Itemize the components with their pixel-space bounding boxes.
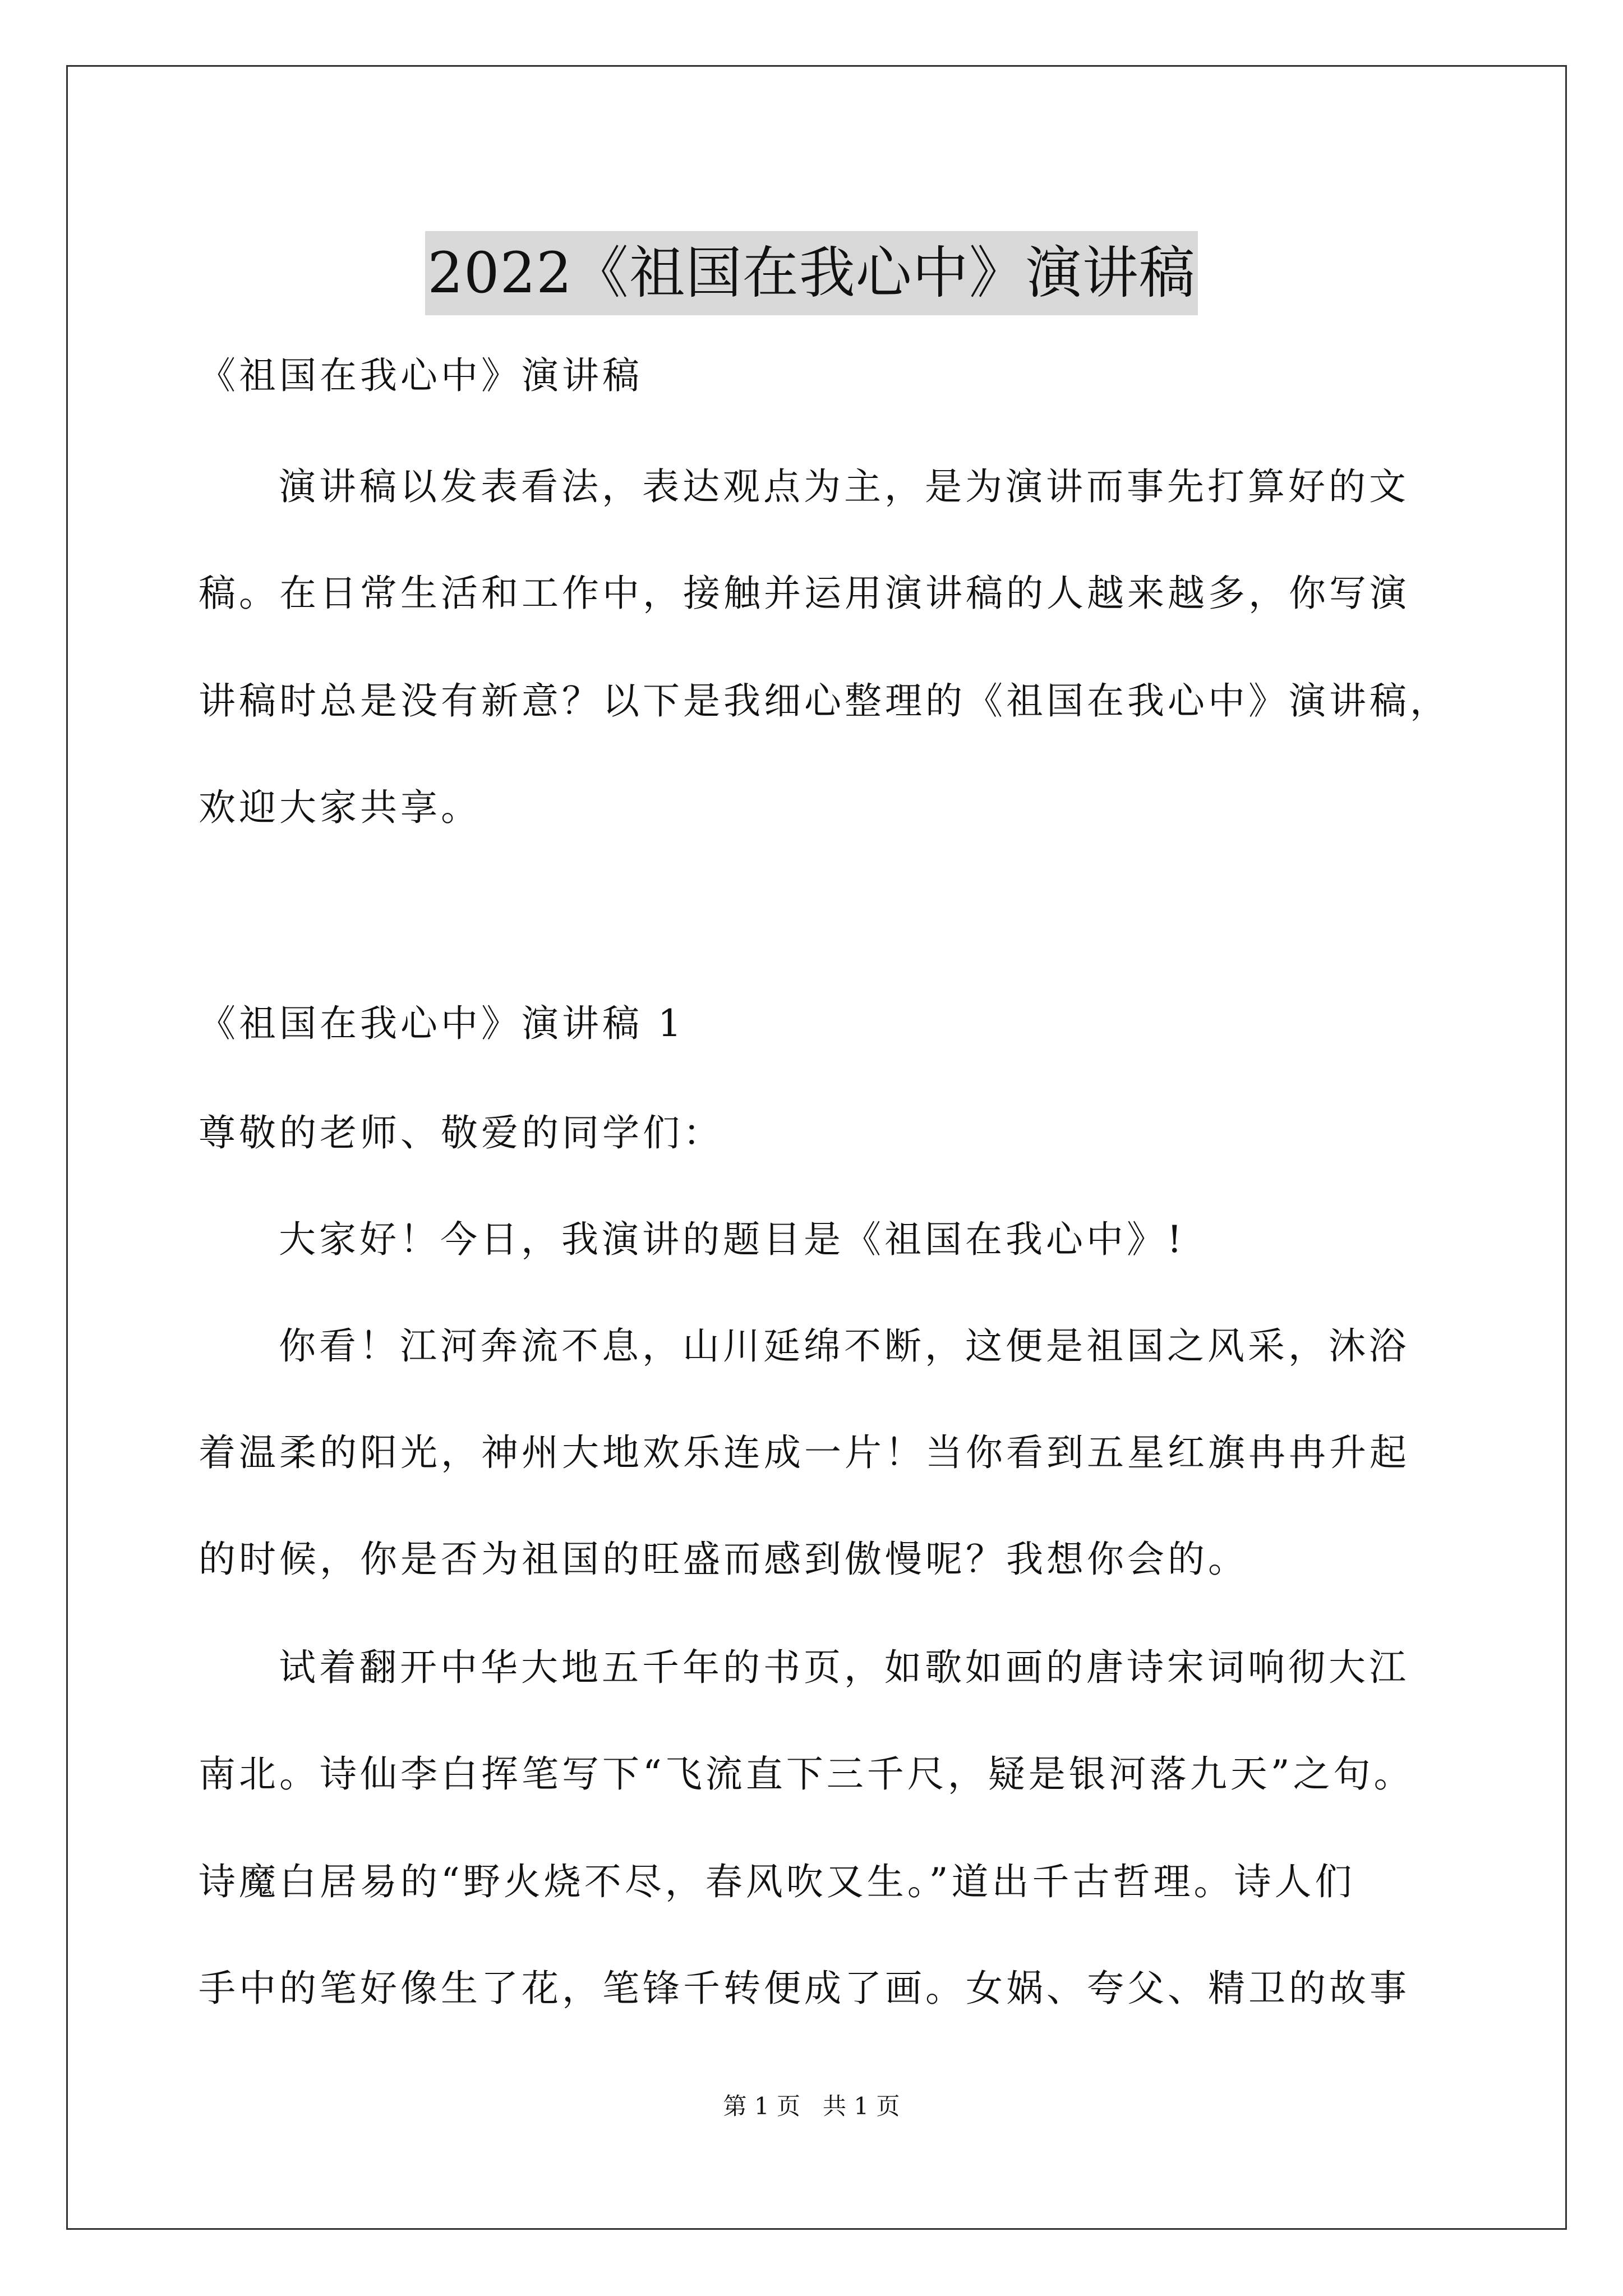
document-title: 2022《祖国在我心中》演讲稿 xyxy=(425,231,1198,315)
paragraph-line: 试着翻开中华大地五千年的书页，如歌如画的唐诗宋词响彻大江 xyxy=(279,1646,1409,1689)
page-number-footer: 第 1 页 共 1 页 xyxy=(723,2092,900,2120)
paragraph-line: 你看！江河奔流不息，山川延绵不断，这便是祖国之风采，沐浴 xyxy=(279,1324,1409,1368)
paragraph-line: 讲稿时总是没有新意？以下是我细心整理的《祖国在我心中》演讲稿， xyxy=(199,679,1450,723)
paragraph-line: 的时候，你是否为祖国的旺盛而感到傲慢呢？我想你会的。 xyxy=(199,1538,1248,1581)
paragraph-line: 稿。在日常生活和工作中，接触并运用演讲稿的人越来越多，你写演 xyxy=(199,572,1410,615)
subtitle-line: 《祖国在我心中》演讲稿 xyxy=(199,354,643,397)
paragraph-line: 南北。诗仙李白挥笔写下“飞流直下三千尺，疑是银河落九天”之句。 xyxy=(199,1752,1414,1796)
paragraph-line: 诗魔白居易的“野火烧不尽，春风吹又生。”道出千古哲理。诗人们 xyxy=(199,1860,1355,1903)
salutation-line: 尊敬的老师、敬爱的同学们： xyxy=(199,1111,723,1154)
paragraph-line: 演讲稿以发表看法，表达观点为主，是为演讲而事先打算好的文 xyxy=(279,465,1409,508)
paragraph-line: 大家好！今日，我演讲的题目是《祖国在我心中》! xyxy=(279,1218,1186,1261)
paragraph-line: 欢迎大家共享。 xyxy=(199,786,481,829)
title-container xyxy=(0,194,1623,353)
paragraph-line: 手中的笔好像生了花，笔锋千转便成了画。女娲、夸父、精卫的故事 xyxy=(199,1967,1410,2010)
paragraph-line: 着温柔的阳光，神州大地欢乐连成一片！当你看到五星红旗冉冉升起 xyxy=(199,1431,1410,1474)
section-heading: 《祖国在我心中》演讲稿 1 xyxy=(199,1002,685,1045)
